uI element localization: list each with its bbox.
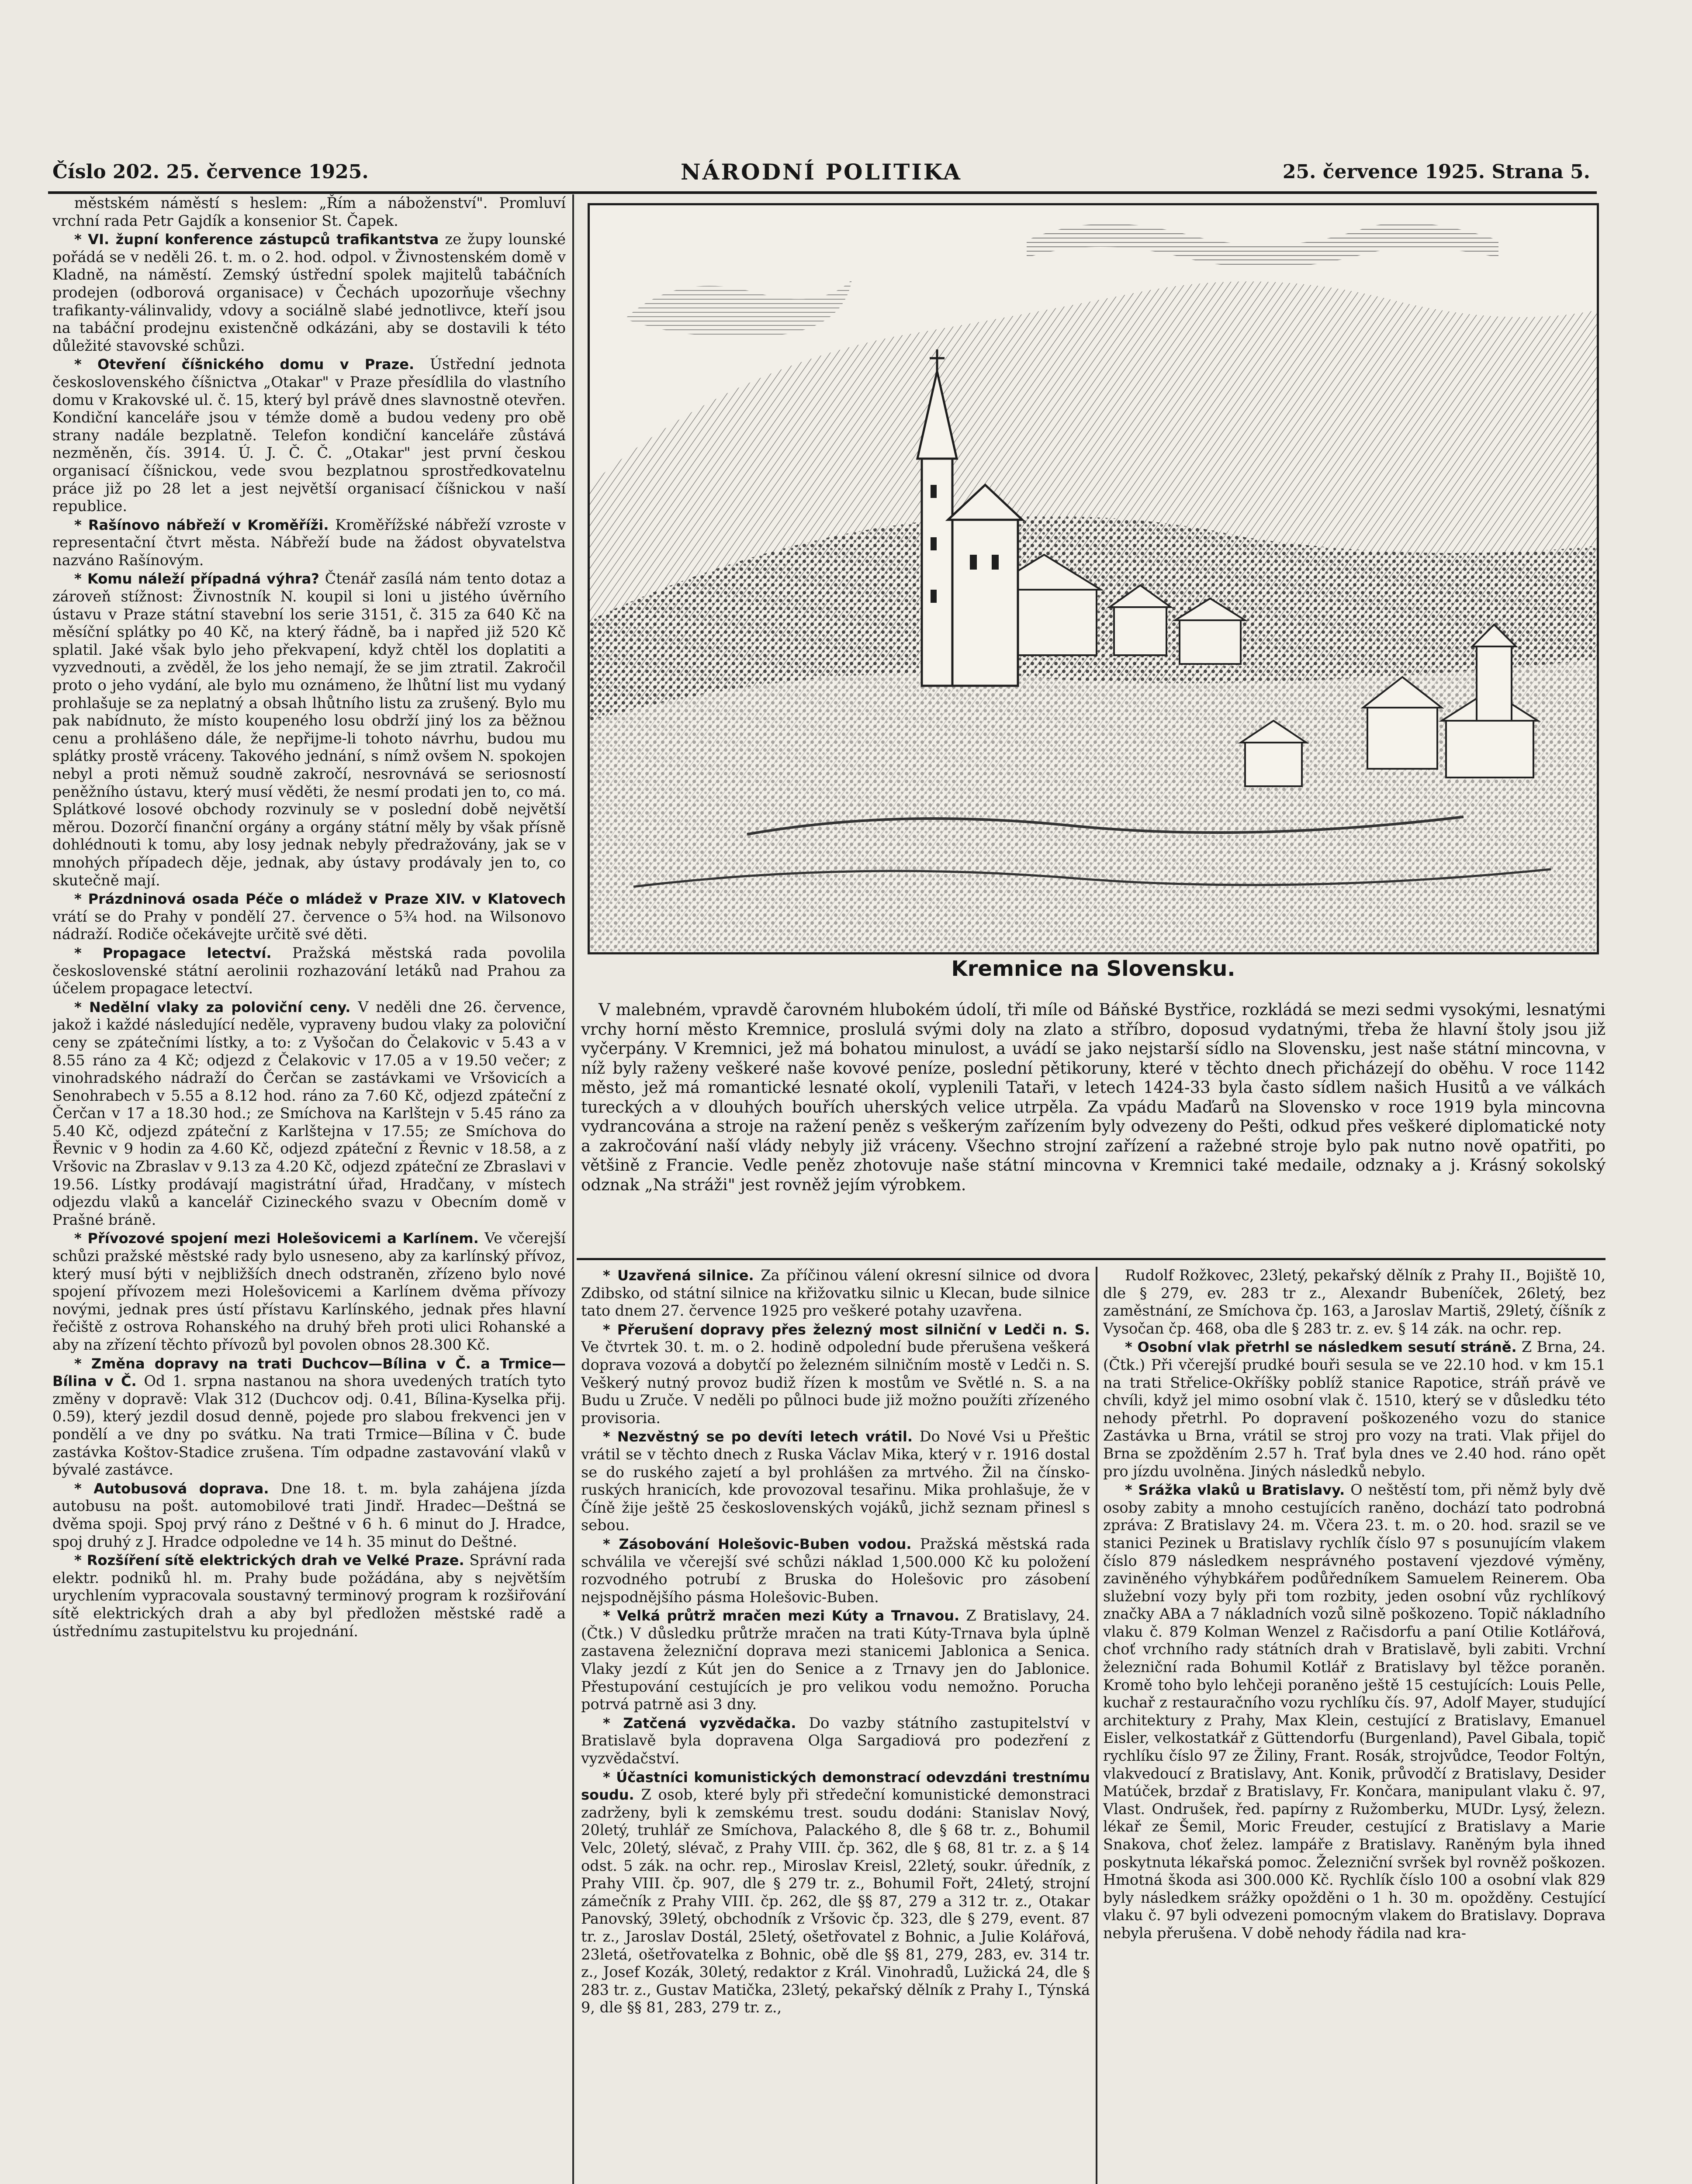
newspaper-title: NÁRODNÍ POLITIKA <box>681 159 962 185</box>
article-text: Správní rada elektr. podniků hl. m. Prahy bude požádána, aby s největším urychlením vypracovala soustavný terminový program k rozšiřování sítě elektrických drah a aby byl předložen městské radě a ústřednímu zastupitelstvu ku projednání. <box>52 1552 566 1640</box>
article-text: Ve čtvrtek 30. t. m. o 2. hodině odpolední bude přerušena veškerá doprava vozová a dobytčí po železném silničním mostě v Ledči n. S. Veškerý nutný provoz budiž řízen k mostům ve Světlé n. S. a na Budu u Zruče. V neděli po půlnoci bude již možno použíti zřízeného provisoria. <box>581 1338 1090 1427</box>
article-text: Rudolf Rožkovec, 23letý, pekařský dělník z Prahy II., Bojiště 10, dle § 279, ev. 283 tr z., Alexandr Bubeníček, 26letý, bez zaměstnání, ze Smíchova čp. 163, a Jaroslav Martiš, 29letý, číšník z Vysočan čp. 468, oba dle § 283 tr. z. ev. § 14 zák. na ochr. rep. <box>1103 1267 1605 1337</box>
article-text: Pražská městská rada schválila ve včerejší své schůzi náklad 1,500.000 Kč ku položení rozvodného potrubí z Bruska do Holešovic pro zásobení nejspodnějšího pásma Holešovic-Buben. <box>581 1535 1090 1606</box>
column-divider-2 <box>1096 1267 1097 2184</box>
article-paragraph <box>581 1607 1090 1714</box>
article-headline: * Autobusová doprava. <box>74 1480 269 1497</box>
article-headline: * Osobní vlak přetrhl se následkem sesutí stráně. <box>1125 1339 1517 1356</box>
article-paragraph <box>52 1230 566 1354</box>
column-middle <box>581 1267 1090 2184</box>
article-text: Za příčinou válení okresní silnice od dvora Zdibsko, od státní silnice na křižovatku silnic u Klecan, bude silnice tato dnem 27. července 1925 pro veškeré potahy uzavřena. <box>581 1267 1090 1320</box>
kremnice-illustration <box>588 203 1599 954</box>
article-paragraph <box>52 944 566 998</box>
article-paragraph <box>52 1355 566 1479</box>
article-paragraph <box>52 890 566 943</box>
article-text: vrátí se do Prahy v pondělí 27. července o 5¾ hod. na Wilsonovo nádraží. Rodiče očekávejte určitě své děti. <box>52 908 566 943</box>
article-headline: * Nedělní vlaky za poloviční ceny. <box>74 999 351 1016</box>
article-text: městském náměstí s heslem: „Řím a náboženství". Promluví vrchní rada Petr Gajdík a konsenior St. Čapek. <box>52 194 566 229</box>
article-paragraph <box>1103 1338 1605 1480</box>
article-text: Do Nové Vsi u Přeštic vrátil se v těchto dnech z Ruska Václav Mika, který v r. 1916 dostal se do ruského zajetí a byl prohlášen za mrtvého. Žil na čínsko-ruských hranicích, kde provozoval tesařinu. Mika prohlašuje, že v Číně žije ještě 25 československých vojáků, jichž seznam přinesl s sebou. <box>581 1428 1090 1534</box>
article-paragraph <box>581 1769 1090 2017</box>
article-paragraph <box>52 516 566 570</box>
article-text: Od 1. srpna nastanou na shora uvedených tratích tyto změny v dopravě: Vlak 312 (Duchcov odj. 0.41, Bílina-Kyselka přij. 0.59), který jezdil dosud denně, pojede pro slabou frekvenci jen v pondělí a ve dny po svátku. Na trati Trmice—Bílina v Č. bude zastávka Koštov-Stadice zrušena. Tím odpadne zastavování vlaků v bývalé zastávce. <box>52 1372 566 1479</box>
illustration-paragraph: V malebném, vpravdě čarovném hlubokém údolí, tři míle od Báňské Bystřice, rozkládá se mezi sedmi vysokými, lesnatými vrchy horní město Kremnice, proslulá svými doly na zlato a stříbro, doposud vydatnými, třeba že hlavní štoly jsou již vyčerpány. V Kremnici, jež má bohatou minulost, a uvádí se jako nejstarší sídlo na Slovensku, jest naše státní mincovna, v níž byly raženy veškeré naše kovové peníze, poslední pětikoruny, které v těchto dnech přicházejí do oběhu. V roce 1142 město, jež má romantické lesnaté okolí, vyplenili Tataři, v letech 1424-33 byla často sídlem našich Husitů a ve válkách tureckých a v dlouhých bouřích uherských velice utrpěla. Za vpádu Maďarů na Slovensko v roce 1919 byla mincovna vydrancována a stroje na ražení peněz s veškerým zařízením byly odvezeny do Pešti, odkud přes veškeré diplomatické noty a zakročování naší vlády nebyly již vráceny. Všechno strojní zařízení a ražebné stroje bylo pak nutno nově opatřiti, po většině z Francie. Vedle peněz zhotovuje naše státní mincovna v Kremnici také medaile, odznaky a j. Krásný sokolský odznak „Na stráži" jest rovněž jejím výrobkem. <box>581 1000 1605 1194</box>
article-headline: * Uzavřená silnice. <box>603 1267 754 1284</box>
section-rule <box>577 1258 1605 1260</box>
column-left <box>52 194 566 2184</box>
date-and-page: 25. července 1925. Strana 5. <box>1282 161 1590 183</box>
article-headline: * Propagace letectví. <box>74 944 272 961</box>
article-paragraph <box>581 1714 1090 1768</box>
illustration-text <box>581 1000 1605 1195</box>
article-paragraph <box>52 231 566 355</box>
article-paragraph <box>1103 1481 1605 1942</box>
article-paragraph <box>581 1428 1090 1534</box>
article-text: ze župy lounské pořádá se v neděli 26. t. m. o 2. hod. odpol. v Živnostenském domě v Kladně, na náměstí. Zemský ústřední spolek majitelů tabáčních prodejen (odborová organisace) v Čechách upozorňuje všechny trafikanty-válinvalidy, vdovy a sociálně slabé jednotlivce, kteří jsou na tabáční prodejnu existenčně odkázáni, aby se dostavili k této důležité stavovské schůzi. <box>52 231 566 354</box>
article-paragraph <box>52 999 566 1229</box>
article-text: Z osob, které byly při středeční komunistické demonstraci zadrženy, byli k zemskému trest. soudu dodáni: Stanislav Nový, 20letý, truhlář ze Smíchova, Palackého 8, dle § 68 tr. z., Bohumil Velc, 20letý, slévač, z Prahy VIII. čp. 362, dle § 68, 81 tr. z. a § 14 odst. 5 zák. na ochr. rep., Miroslav Kreisl, 22letý, soukr. úředník, z Prahy VIII. čp. 907, dle § 279 tr. z., Bohumil Fořt, 24letý, strojní zámečník z Prahy VIII. čp. 262, dle §§ 87, 279 a 312 tr. z., Otakar Panovský, 39letý, obchodník z Vršovic čp. 323, dle § 279, event. 87 tr. z., Jaroslav Dostál, 25letý, ošetřovatel z Bohnic, a Julie Kolářová, 23letá, ošetřovatelka z Bohnic, obě dle §§ 81, 279, 283, ev. 314 tr. z., Josef Kozák, 30letý, redaktor z Král. Vinohradů, Lužická 24, dle § 283 tr. z., Gustav Matička, 23letý, pekařský dělník z Prahy I., Týnská 9, dle §§ 81, 283, 279 tr. z., <box>581 1786 1090 2016</box>
article-text: Z Bratislavy, 24. (Čtk.) V důsledku průtrže mračen na trati Kúty-Trnava byla úplně zastavena železniční doprava mezi stanicemi Jablonica a Senica. Vlaky jezdí z Kút jen do Senice a z Trnavy jen do Jablonice. Přestupování cestujících je pro velikou vodu nemožno. Porucha potrvá patrně asi 3 dny. <box>581 1607 1090 1713</box>
article-headline: * Srážka vlaků u Bratislavy. <box>1125 1482 1345 1499</box>
article-paragraph <box>52 1480 566 1551</box>
article-text: V neděli dne 26. července, jakož i každé následující neděle, vypraveny budou vlaky za poloviční ceny se zpátečními lístky, a to: z Vyšočan do Čelakovic v 5.43 a v 8.55 ráno za 4 Kč; odjezd z Čelakovic v 17.05 a v 19.50 večer; z vinohradského nádraží do Čerčan se zastávkami ve Vršovicích a Senohrabech v 5.55 a 8.12 hod. ráno za 7.60 Kč, odjezd zpáteční z Čerčan v 17 a 18.30 hod.; ze Smíchova na Karlštejn v 5.45 ráno za 5.40 Kč, odjezd zpáteční z Karlštejna v 17.55; ze Smíchova do Řevnic v 9 hodin za 4.60 Kč, odjezd zpáteční z Řevnic v 18.58, a z Vršovic na Zbraslav v 9.13 za 4.20 Kč, odjezd zpáteční ze Zbraslavi v 19.56. Lístky prodávají magistrátní úřad, Hradčany, v místech odjezdu vlaků a kancelář Cizineckého svazu v Obecním domě v Prašné bráně. <box>52 998 566 1228</box>
article-paragraph <box>52 356 566 515</box>
article-headline: * Nezvěstný se po devíti letech vrátil. <box>603 1428 913 1445</box>
article-headline: * VI. župní konference zástupců trafikantstva <box>74 231 439 248</box>
article-paragraph <box>581 1267 1090 1320</box>
article-headline: * Zásobování Holešovic-Buben vodou. <box>603 1535 912 1552</box>
article-headline: * Přerušení dopravy přes železný most silniční v Ledči n. S. <box>603 1321 1090 1338</box>
page-header <box>52 161 1590 191</box>
article-headline: * Prázdninová osada Péče o mládež v Praze XIV. v Klatovech <box>74 891 566 908</box>
article-headline: * Komu náleží případná výhra? <box>74 570 319 587</box>
illustration-caption: Kremnice na Slovensku. <box>951 957 1235 981</box>
column-divider <box>572 194 574 2184</box>
article-text: Z Brna, 24. (Čtk.) Při včerejší prudké bouři sesula se ve 22.10 hod. v km 15.1 na trati Střelice-Okříšky poblíž stanice Rapotice, stráň právě ve chvíli, když jel mimo osobní vlak č. 1510, který se v důsledku této nehody přetrhl. Po dopravení poškozeného vozu do stanice Zastávka u Brna, vrátil se stroj pro vozy na trati. Vlak přijel do Brna se zpožděním 2.57 h. Trať byla dnes ve 2.40 hod. ráno opět pro jízdu uvolněna. Jiných následků nebylo. <box>1103 1338 1605 1480</box>
article-paragraph <box>581 1535 1090 1606</box>
town-landscape-drawing <box>590 205 1597 952</box>
article-headline: * Rozšíření sítě elektrických drah ve Velké Praze. <box>74 1552 464 1569</box>
article-headline: * Účastníci komunistických demonstrací odevzdáni trestnímu soudu. <box>581 1769 1090 1804</box>
article-text: Do vazby státního zastupitelství v Bratislavě byla dopravena Olga Sargadiová pro podezření z vyzvědačství. <box>581 1714 1090 1767</box>
article-headline: * Přívozové spojení mezi Holešovicemi a Karlínem. <box>74 1230 479 1247</box>
issue-number: Číslo 202. 25. července 1925. <box>52 161 369 183</box>
article-paragraph <box>581 1321 1090 1427</box>
column-right <box>1103 1267 1605 2184</box>
article-text: Čtenář zasílá nám tento dotaz a zároveň stížnost: Živnostník N. koupil si loni u jistého úvěrního ústavu v Praze státní stavební los serie 3151, č. 315 za 640 Kč na měsíční splátky po 40 Kč, na který řádně, ba i napřed již 520 Kč splatil. Jaké však bylo jeho překvapení, když chtěl los doplatiti a vyzvednouti, a zvěděl, že los jeho nemají, že se jim ztratil. Zakročil proto o jeho vydání, ale bylo mu oznámeno, že lhůtní list mu vydaný prohlašuje se za neplatný a obsah lhůtního listu za zrušený. Bylo mu pak nabídnuto, že místo koupeného losu obdrží jiný los za běžnou cenu a prohlášeno dále, že nepřijme-li tohoto návrhu, budou mu splátky prostě vráceny. Takového jednání, s nímž ovšem N. spokojen nebyl a proti němuž soudně zakročí, nesrovnává se seriosností peněžního ústavu, který musí věděti, že nesmí prodati jen to, co má. Splátkové losové obchody rozvinuly se v poslední době největší měrou. Dozorčí finanční orgány a orgány státní měly by však přísně dohlédnouti k tomu, aby losy jednak nebyly předražovány, jak se v mnohých případech děje, jednak, aby ústavy prodávaly jen to, co skutečně mají. <box>52 570 566 889</box>
article-headline: * Zatčená vyzvědačka. <box>603 1714 796 1731</box>
article-headline: * Velká průtrž mračen mezi Kúty a Trnavou. <box>603 1607 960 1624</box>
article-headline: * Rašínovo nábřeží v Kroměříži. <box>74 516 329 533</box>
article-paragraph <box>52 570 566 889</box>
article-text: Pražská městská rada povolila československé státní aerolinii rozhazování letáků nad Prahou za účelem propagace letectví. <box>52 944 566 997</box>
article-headline: * Změna dopravy na trati Duchcov—Bílina v Č. a Trmice—Bílina v Č. <box>52 1355 566 1390</box>
article-text: Ústřední jednota československého číšnictva „Otakar" v Praze přesídlila do vlastního domu v Krakovské ul. č. 15, který byl právě dnes slavnostně otevřen. Kondiční kanceláře jsou v témže domě a budou vedeny pro obě strany nadále bezplatně. Telefon kondiční kanceláře zůstává nezměněn, čís. 3914. Ú. J. Č. Č. „Otakar" jest první českou organisací číšnickou, vede svou bezplatnou sprostředkovatelnu práce již po 28 let a jest největší organisací číšnickou v naší republice. <box>52 356 566 515</box>
article-paragraph <box>52 194 566 230</box>
article-text: Ve včerejší schůzi pražské městské rady bylo usneseno, aby za karlínský přívoz, který musí býti v nejbližších dnech odstraněn, zřízeno bylo nové spojení přívozem mezi Holešovicemi a Karlínem dvěma přívozy novými, jednak pres ústí přístavu Karlínského, jednak přes hlavní řečiště z ostrova Rohanského na druhý břeh proti ulici Rohanské a aby na zřízení těchto přívozů byl povolen obnos 28.300 Kč. <box>52 1230 566 1353</box>
article-text: Dne 18. t. m. byla zahájena jízda autobusu na pošt. automobilové trati Jindř. Hradec—Deštná se dvěma spoji. Spoj prvý ráno z Deštné v 6 h. 6 minut do J. Hradce, spoj druhý z J. Hradce odpoledne ve 14 h. 35 minut do Deštné. <box>52 1479 566 1550</box>
article-paragraph <box>52 1552 566 1640</box>
article-text: O neštěstí tom, při němž byly dvě osoby zabity a mnoho cestujících raněno, dochází tato podrobná zpráva: Z Bratislavy 24. m. Včera 23. t. m. o 20. hod. srazil se ve stanici Pezinek u Bratislavy rychlík číslo 97 s posunujícím vlakem číslo 879 následkem nesprávného postavení vjezdové výměny, zaviněného výhybkářem podůředníkem Samuelem Reinerem. Oba služební vozy byly při tom rozbity, jeden osobní vůz rychlíkový značky ABA a 7 nákladních vozů silně poškozeno. Topič nákladního vlaku č. 879 Kolman Wenzel z Račisdorfu a paní Otilie Kotlářová, choť vrchního rady státních drah v Bratislavě, byli zabiti. Vrchní železniční rada Bohumil Kotlář z Bratislavy byl těžce poraněn. Kromě toho bylo lehčeji poraněno ještě 15 cestujících: Louis Pelle, kuchař z restauračního vozu rychlíku čís. 97, Adolf Mayer, studující architektury z Prahy, Max Klein, cestující z Bratislavy, Emanuel Eisler, velkostatkář z Güttendorfu (Burgenland), Pavel Gibala, topič rychlíku číslo 97 ze Žiliny, Frant. Rosák, strojvůdce, Teodor Foltýn, vlakvedoucí z Bratislavy, Ant. Konik, průvodčí z Bratislavy, Desider Matúček, brzdař z Bratislavy, Fr. Končara, manipulant vlaku č. 97, Vlast. Ondrušek, řed. papírny z Ružomberku, MUDr. Lysý, železn. lékař ze Šemil, Moric Freuder, cestující z Bratislavy a Marie Snakova, choť želez. lampáře z Bratislavy. Raněným byla ihned poskytnuta lékařská pomoc. Železniční svršek byl rovněž poškozen. Hmotná škoda asi 300.000 Kč. Rychlík číslo 100 a osobní vlak 829 byly následkem srážky opožděni o 1 h. 30 m. opožděny. Cestující vlaku č. 97 byli odvezeni pomocným vlakem do Bratislavy. Doprava nebyla přerušena. V době nehody řádila nad kra- <box>1103 1481 1605 1942</box>
article-text: Kroměřížské nábřeží vzroste v representační čtvrt města. Nábřeží bude na žádost obyvatelstva nazváno Rašínovým. <box>52 516 566 569</box>
article-headline: * Otevření číšnického domu v Praze. <box>74 356 415 373</box>
header-rule <box>48 191 1597 194</box>
article-paragraph <box>1103 1267 1605 1337</box>
